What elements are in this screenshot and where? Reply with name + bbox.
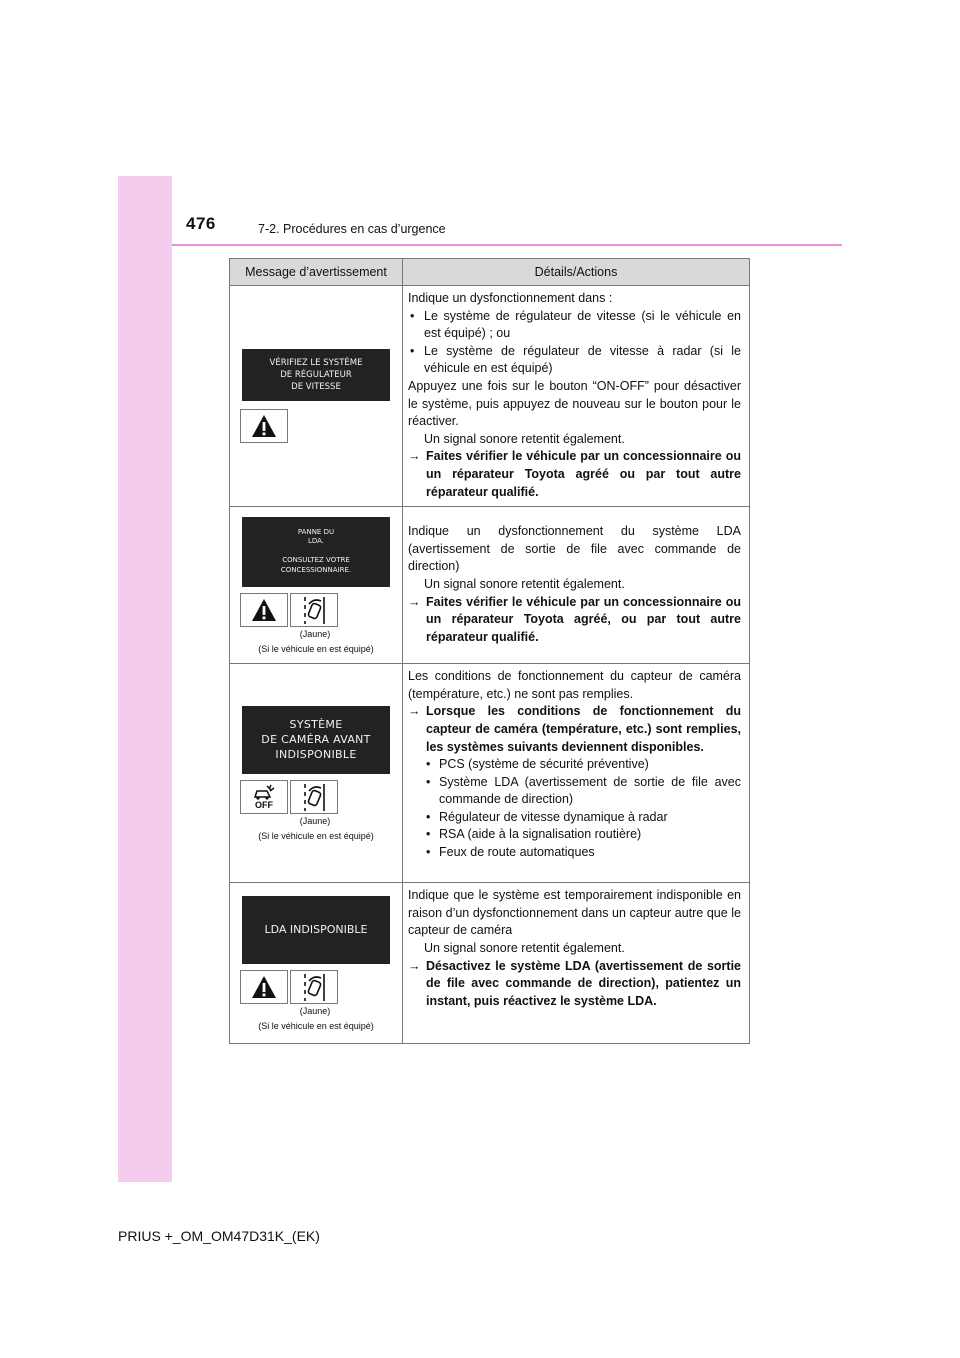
details-cell <box>403 883 750 1044</box>
message-cell <box>230 664 403 883</box>
pre-collision-off-icon <box>240 780 288 814</box>
arrow-icon: → <box>408 594 421 609</box>
warning-triangle-icon <box>240 409 288 443</box>
details-text: Indique que le système est temporairement indisponible en raison d’un dysfonctionnement dans un capteur autre que le capteur de caméra <box>408 888 741 938</box>
action-text: → Désactivez le système LDA (avertissement de sortie de file avec commande de direction), patientez un instant, puis réactivez le système LDA. <box>408 958 741 1008</box>
list-item: • Système LDA (avertissement de sortie de file avec commande de direction) <box>426 774 741 807</box>
list-item: • PCS (système de sécurité préventive) <box>426 757 649 772</box>
warning-message-table <box>229 258 750 1044</box>
action-text: → Faites vérifier le véhicule par un concessionnaire ou un réparateur Toyota agréé, ou par tout autre réparateur qualifié. <box>408 594 741 644</box>
page-number: 476 <box>186 214 216 233</box>
details-intro: Indique un dysfonctionnement dans : <box>408 291 613 305</box>
arrow-icon: → <box>408 704 421 719</box>
details-text: Indique un dysfonctionnement du système LDA (avertissement de sortie de file avec commande de direction) <box>408 524 741 574</box>
column-header-details: Détails/Actions <box>403 259 750 286</box>
lane-departure-icon <box>290 970 338 1004</box>
equipment-note: (Si le véhicule en est équipé) <box>258 643 374 654</box>
sound-note: Un signal sonore retentit également. <box>424 431 625 446</box>
color-note: (Jaune) <box>299 1005 331 1016</box>
display-message-screen: LDA INDISPONIBLE <box>242 896 390 964</box>
action-text: → Lorsque les conditions de fonctionnement du capteur de caméra (température, etc.) sont remplies, les systèmes suivants deviennent disponibles. <box>408 704 741 754</box>
table-row <box>230 883 750 1044</box>
details-cell <box>403 507 750 664</box>
details-cell <box>403 286 750 507</box>
sound-note: Un signal sonore retentit également. <box>424 576 625 591</box>
message-cell <box>230 883 403 1044</box>
display-message-screen: SYSTÈME DE CAMÉRA AVANT INDISPONIBLE <box>242 706 390 774</box>
action-text: → Faites vérifier le véhicule par un concessionnaire ou un réparateur Toyota agréé ou par tout autre réparateur qualifié. <box>408 449 741 499</box>
equipment-note: (Si le véhicule en est équipé) <box>258 830 374 841</box>
arrow-icon: → <box>408 449 421 464</box>
details-text: Appuyez une fois sur le bouton “ON-OFF” pour désactiver le système, puis appuyez de nouveau sur le bouton pour le réactiver. <box>408 378 741 429</box>
sound-note: Un signal sonore retentit également. <box>424 940 625 955</box>
display-message-screen: PANNE DU LDA. CONSULTEZ VOTRE CONCESSIONNAIRE. <box>242 517 390 587</box>
lane-departure-icon <box>290 593 338 627</box>
header-divider <box>172 244 842 246</box>
warning-triangle-icon <box>240 593 288 627</box>
arrow-icon: → <box>408 958 421 973</box>
table-row <box>230 286 750 507</box>
color-note: (Jaune) <box>299 628 331 639</box>
list-item: • Régulateur de vitesse dynamique à radar <box>426 809 668 824</box>
message-cell <box>230 286 403 507</box>
equipment-note: (Si le véhicule en est équipé) <box>258 1020 374 1031</box>
details-cell <box>403 664 750 883</box>
display-message-screen: VÉRIFIEZ LE SYSTÈME DE RÉGULATEUR DE VITESSE <box>242 349 390 401</box>
off-label: OFF <box>255 800 273 811</box>
column-header-message: Message d’avertissement <box>230 259 403 286</box>
list-item: • RSA (aide à la signalisation routière) <box>426 827 642 842</box>
section-title: 7-2. Procédures en cas d’urgence <box>258 222 446 236</box>
message-cell <box>230 507 403 664</box>
color-note: (Jaune) <box>299 815 331 826</box>
list-item: • Le système de régulateur de vitesse à radar (si le véhicule en est équipé) <box>410 343 741 376</box>
list-item: • Feux de route automatiques <box>426 845 595 860</box>
details-text: Les conditions de fonctionnement du capteur de caméra (température, etc.) ne sont pas remplies. <box>408 669 741 701</box>
warning-triangle-icon <box>240 970 288 1004</box>
lane-departure-icon <box>290 780 338 814</box>
table-row <box>230 664 750 883</box>
table-row <box>230 507 750 664</box>
chapter-sidebar <box>118 176 172 1182</box>
document-code: PRIUS +_OM_OM47D31K_(EK) <box>118 1228 320 1244</box>
list-item: • Le système de régulateur de vitesse (si le véhicule en est équipé) ; ou <box>410 308 741 341</box>
